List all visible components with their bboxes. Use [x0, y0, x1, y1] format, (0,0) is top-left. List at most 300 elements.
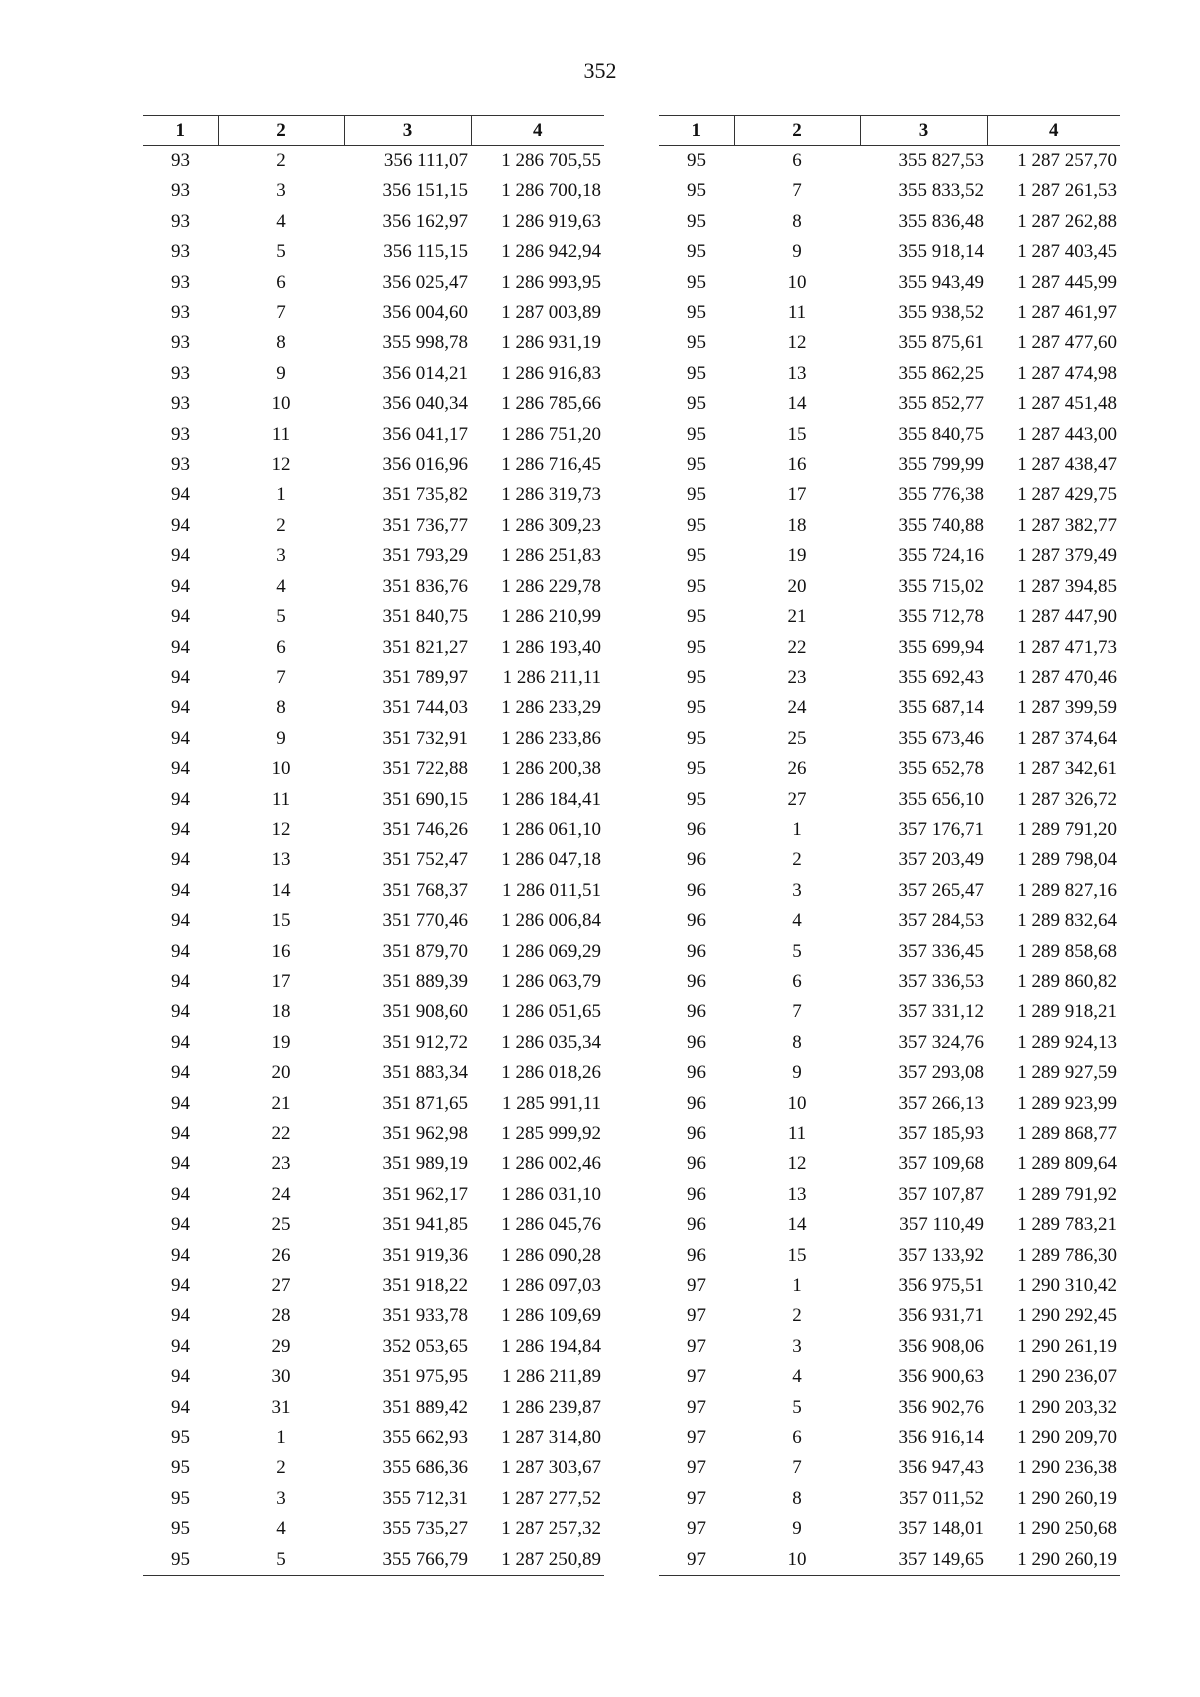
- table-row: [143, 693, 604, 723]
- table-cell-col-4: 1 286 705,55: [501, 150, 601, 171]
- table-cell-col-3: 351 908,60: [382, 1001, 468, 1023]
- table-cell-col-2: 26: [787, 758, 807, 780]
- table-cell-col-3: 355 686,36: [382, 1457, 468, 1479]
- table-cell-col-2: 20: [271, 1062, 291, 1084]
- table-row: [143, 1453, 604, 1483]
- table-row: [143, 450, 604, 480]
- table-cell-col-1: 96: [687, 818, 706, 840]
- table-cell-col-1: 95: [687, 302, 706, 324]
- table-cell-col-1: 95: [687, 575, 706, 597]
- table-cell-col-1: 94: [171, 1062, 190, 1084]
- table-cell-col-3: 356 902,76: [898, 1396, 984, 1418]
- table-cell-col-2: 27: [271, 1275, 291, 1297]
- table-cell-col-4: 1 289 868,77: [1017, 1123, 1117, 1144]
- table-cell-col-1: 93: [171, 241, 190, 263]
- table-cell-col-1: 95: [687, 697, 706, 719]
- table-cell-col-4: 1 287 447,90: [1017, 606, 1117, 628]
- table-cell-col-2: 21: [271, 1092, 291, 1114]
- table-cell-col-2: 9: [792, 241, 802, 263]
- table-cell-col-4: 1 287 438,47: [1017, 454, 1117, 476]
- table-cell-col-1: 95: [143, 1545, 218, 1576]
- table-row: [659, 207, 1120, 237]
- table-cell-col-1: 93: [171, 332, 190, 354]
- table-cell-col-2: 10: [271, 758, 291, 780]
- table-cell-col-2: 14: [787, 393, 807, 415]
- table-row: [143, 1362, 604, 1392]
- table-row: [659, 1453, 1120, 1483]
- table-cell-col-4: 1 286 233,86: [501, 727, 601, 749]
- table-cell-col-4: 1 286 031,10: [501, 1183, 601, 1205]
- table-cell-col-4: 1 290 250,68: [1017, 1518, 1117, 1540]
- table-cell-col-2: 13: [787, 362, 807, 384]
- table-row: [659, 1210, 1120, 1240]
- table-cell-col-3: 355 740,88: [898, 514, 984, 536]
- table-cell-col-4: 1 286 993,95: [501, 271, 601, 293]
- table-row: [659, 693, 1120, 723]
- table-row: [143, 328, 604, 358]
- table-cell-col-2: 9: [792, 1518, 802, 1540]
- table-row: [143, 268, 604, 298]
- table-row: [659, 146, 1120, 177]
- table-row: [143, 1058, 604, 1088]
- table-row: [143, 1089, 604, 1119]
- table-cell-col-2: 5: [276, 606, 286, 628]
- table-row: [143, 815, 604, 845]
- table-cell-col-1: 95: [687, 636, 706, 658]
- table-row: [143, 967, 604, 997]
- table-row: [143, 785, 604, 815]
- table-cell-col-1: 95: [687, 514, 706, 536]
- table-cell-col-4: 1 287 429,75: [1017, 484, 1117, 506]
- column-header-4: 4: [987, 116, 1120, 146]
- table-cell-col-3: 357 293,08: [898, 1062, 984, 1084]
- table-cell-col-1: 95: [171, 1457, 190, 1479]
- table-row: [143, 511, 604, 541]
- table-cell-col-4: 1 286 211,89: [501, 1366, 601, 1388]
- table-cell-col-4: 1 286 251,83: [501, 545, 601, 567]
- table-cell-col-1: 95: [171, 1518, 190, 1540]
- table-row: [659, 1119, 1120, 1149]
- table-cell-col-4: 1 286 069,29: [501, 940, 601, 962]
- table-cell-col-3: 355 833,52: [898, 180, 984, 202]
- table-cell-col-3: 357 203,49: [898, 849, 984, 871]
- table-cell-col-2: 2: [792, 849, 802, 871]
- table-row: [143, 1332, 604, 1362]
- table-cell-col-4: 1 290 310,42: [1017, 1275, 1117, 1297]
- table-cell-col-3: 355 918,14: [898, 241, 984, 263]
- table-cell-col-3: 357 336,53: [898, 970, 984, 992]
- table-cell-col-3: 357 324,76: [898, 1031, 984, 1053]
- table-cell-col-2: 16: [787, 454, 807, 476]
- table-row: [143, 1241, 604, 1271]
- table-row: [659, 420, 1120, 450]
- table-cell-col-1: 97: [687, 1366, 706, 1388]
- table-row: [659, 541, 1120, 571]
- table-cell-col-1: 95: [687, 210, 706, 232]
- table-row: [659, 633, 1120, 663]
- table-row: [143, 724, 604, 754]
- table-cell-col-1: 94: [171, 758, 190, 780]
- table-cell-col-4: 1 287 471,73: [1017, 636, 1117, 658]
- table-cell-col-4: 1 289 809,64: [1017, 1153, 1117, 1175]
- table-cell-col-3: 357 331,12: [898, 1001, 984, 1023]
- table-cell-col-2: 12: [271, 818, 291, 840]
- table-cell-col-1: 94: [171, 1305, 190, 1327]
- table-cell-col-3: 351 768,37: [382, 879, 468, 901]
- table-row: [143, 207, 604, 237]
- table-cell-col-3: 356 947,43: [898, 1457, 984, 1479]
- table-cell-col-2: 3: [276, 1487, 286, 1509]
- table-row: [143, 1545, 604, 1576]
- table-cell-col-1: 93: [171, 150, 190, 171]
- table-cell-col-3: 352 053,65: [382, 1335, 468, 1357]
- table-row: [659, 572, 1120, 602]
- table-cell-col-4: 1 287 342,61: [1017, 758, 1117, 780]
- table-cell-col-4: 1 286 193,40: [501, 636, 601, 658]
- table-cell-col-3: 351 789,97: [382, 666, 468, 688]
- table-cell-col-2: 4: [276, 575, 286, 597]
- table-cell-col-4: 1 286 006,84: [501, 910, 601, 932]
- table-row: [659, 754, 1120, 784]
- table-cell-col-2: 15: [787, 423, 807, 445]
- table-cell-col-4: 1 289 827,16: [1017, 879, 1117, 901]
- table-cell-col-3: 356 040,34: [382, 393, 468, 415]
- table-row: [143, 1210, 604, 1240]
- table-cell-col-4: 1 286 309,23: [501, 514, 601, 536]
- table-row: [659, 876, 1120, 906]
- table-cell-col-1: 94: [171, 1123, 190, 1144]
- table-cell-col-1: 93: [171, 393, 190, 415]
- table-row: [659, 815, 1120, 845]
- table-cell-col-3: 351 919,36: [382, 1244, 468, 1266]
- table-cell-col-2: 2: [792, 1305, 802, 1327]
- table-cell-col-2: 22: [787, 636, 807, 658]
- table-cell-col-2: 7: [276, 666, 286, 688]
- table-cell-col-1: 95: [687, 423, 706, 445]
- table-cell-col-2: 29: [271, 1335, 291, 1357]
- table-cell-col-4: 1 286 194,84: [501, 1335, 601, 1357]
- table-cell-col-1: 95: [687, 332, 706, 354]
- table-row: [659, 389, 1120, 419]
- table-row: [659, 937, 1120, 967]
- table-row: [659, 176, 1120, 206]
- table-row: [143, 420, 604, 450]
- table-cell-col-2: 7: [792, 180, 802, 202]
- table-cell-col-1: 96: [687, 1183, 706, 1205]
- table-cell-col-2: 4: [276, 210, 286, 232]
- table-cell-col-4: 1 289 918,21: [1017, 1001, 1117, 1023]
- table-cell-col-2: 15: [271, 910, 291, 932]
- column-header-4: 4: [471, 116, 604, 146]
- table-row: [659, 906, 1120, 936]
- table-cell-col-1: 94: [171, 514, 190, 536]
- table-cell-col-1: 96: [687, 1092, 706, 1114]
- table-cell-col-3: 357 284,53: [898, 910, 984, 932]
- table-cell-col-2: 13: [787, 1183, 807, 1205]
- table-row: [143, 298, 604, 328]
- table-cell-col-4: 1 287 262,88: [1017, 210, 1117, 232]
- table-cell-col-3: 357 336,45: [898, 940, 984, 962]
- table-cell-col-4: 1 286 919,63: [501, 210, 601, 232]
- table-cell-col-2: 3: [276, 180, 286, 202]
- table-cell-col-1: 95: [687, 271, 706, 293]
- table-cell-col-4: 1 286 011,51: [501, 879, 601, 901]
- table-cell-col-4: 1 287 403,45: [1017, 241, 1117, 263]
- table-cell-col-4: 1 286 700,18: [501, 180, 601, 202]
- table-row: [659, 1149, 1120, 1179]
- table-cell-col-1: 97: [687, 1518, 706, 1540]
- table-row: [659, 1058, 1120, 1088]
- table-cell-col-1: 95: [687, 454, 706, 476]
- table-row: [659, 602, 1120, 632]
- table-cell-col-1: 94: [171, 727, 190, 749]
- table-cell-col-2: 6: [792, 970, 802, 992]
- table-cell-col-1: 95: [687, 545, 706, 567]
- table-cell-col-1: 95: [687, 393, 706, 415]
- table-cell-col-4: 1 287 443,00: [1017, 423, 1117, 445]
- table-cell-col-2: 5: [792, 940, 802, 962]
- table-cell-col-3: 351 821,27: [382, 636, 468, 658]
- table-cell-col-4: 1 287 379,49: [1017, 545, 1117, 567]
- table-cell-col-3: 356 975,51: [898, 1275, 984, 1297]
- table-cell-col-1: 94: [171, 484, 190, 506]
- table-cell-col-3: 355 673,46: [898, 727, 984, 749]
- table-cell-col-1: 96: [687, 1062, 706, 1084]
- table-row: [143, 1484, 604, 1514]
- table-row: [659, 450, 1120, 480]
- table-cell-col-1: 96: [687, 910, 706, 932]
- table-cell-col-2: 21: [787, 606, 807, 628]
- table-cell-col-3: 356 908,06: [898, 1335, 984, 1357]
- table-cell-col-1: 97: [687, 1427, 706, 1449]
- table-row: [143, 1028, 604, 1058]
- table-cell-col-4: 1 286 047,18: [501, 849, 601, 871]
- table-cell-col-3: 351 883,34: [382, 1062, 468, 1084]
- table-cell-col-1: 94: [171, 606, 190, 628]
- table-cell-col-4: 1 286 090,28: [501, 1244, 601, 1266]
- table-cell-col-3: 356 016,96: [382, 454, 468, 476]
- table-cell-col-4: 1 289 858,68: [1017, 940, 1117, 962]
- table-cell-col-3: 355 715,02: [898, 575, 984, 597]
- table-cell-col-3: 357 265,47: [898, 879, 984, 901]
- table-cell-col-3: 351 793,29: [382, 545, 468, 567]
- table-cell-col-1: 94: [171, 1366, 190, 1388]
- table-cell-col-1: 94: [171, 1153, 190, 1175]
- table-row: [659, 1545, 1120, 1576]
- table-cell-col-2: 17: [787, 484, 807, 506]
- table-row: [659, 1271, 1120, 1301]
- table-cell-col-2: 1: [792, 818, 802, 840]
- table-cell-col-3: 355 692,43: [898, 666, 984, 688]
- table-cell-col-1: 95: [687, 758, 706, 780]
- table-body-right: [659, 146, 1120, 1576]
- table-cell-col-1: 94: [171, 666, 190, 688]
- table-cell-col-3: 351 912,72: [382, 1031, 468, 1053]
- table-header-row: [143, 116, 604, 146]
- table-cell-col-1: 96: [687, 849, 706, 871]
- table-cell-col-1: 96: [687, 1244, 706, 1266]
- table-cell-col-1: 95: [171, 1427, 190, 1449]
- table-cell-col-1: 95: [687, 727, 706, 749]
- table-cell-col-4: 1 290 236,38: [1017, 1457, 1117, 1479]
- table-cell-col-3: 351 918,22: [382, 1275, 468, 1297]
- table-row: [659, 1241, 1120, 1271]
- table-cell-col-3: 357 110,49: [899, 1214, 984, 1236]
- table-row: [143, 237, 604, 267]
- table-cell-col-4: 1 290 261,19: [1017, 1335, 1117, 1357]
- table-cell-col-4: 1 286 035,34: [501, 1031, 601, 1053]
- table-row: [143, 541, 604, 571]
- table-cell-col-4: 1 287 003,89: [501, 302, 601, 324]
- table-row: [143, 1393, 604, 1423]
- table-cell-col-2: 24: [787, 697, 807, 719]
- table-cell-col-2: 6: [276, 271, 286, 293]
- table-cell-col-2: 22: [271, 1123, 291, 1144]
- table-cell-col-2: 14: [787, 1214, 807, 1236]
- table-cell-col-4: 1 290 236,07: [1017, 1366, 1117, 1388]
- table-cell-col-3: 356 014,21: [382, 362, 468, 384]
- table-cell-col-1: 96: [687, 1153, 706, 1175]
- table-cell-col-4: 1 286 200,38: [501, 758, 601, 780]
- table-cell-col-4: 1 286 210,99: [501, 606, 601, 628]
- table-cell-col-2: 18: [787, 514, 807, 536]
- table-cell-col-4: 1 289 791,20: [1017, 818, 1117, 840]
- table-cell-col-2: 1: [276, 484, 286, 506]
- table-row: [659, 1514, 1120, 1544]
- table-cell-col-3: 356 115,15: [383, 241, 468, 263]
- table-cell-col-1: 94: [171, 1214, 190, 1236]
- table-cell-col-1: 95: [687, 241, 706, 263]
- table-cell-col-1: 96: [687, 970, 706, 992]
- coordinates-table-left: [143, 115, 604, 1576]
- table-cell-col-4: 1 286 942,94: [501, 241, 601, 263]
- table-cell-col-4: 1 289 791,92: [1017, 1183, 1117, 1205]
- table-cell-col-3: 355 938,52: [898, 302, 984, 324]
- table-cell-col-2: 8: [792, 1031, 802, 1053]
- table-cell-col-3: 355 687,14: [898, 697, 984, 719]
- table-row: [659, 1089, 1120, 1119]
- table-cell-col-3: 355 652,78: [898, 758, 984, 780]
- table-cell-col-3: 355 799,99: [898, 454, 984, 476]
- table-cell-col-4: 1 287 399,59: [1017, 697, 1117, 719]
- table-row: [659, 1484, 1120, 1514]
- table-row: [143, 389, 604, 419]
- table-cell-col-2: 12: [271, 454, 291, 476]
- table-cell-col-4: 1 285 991,11: [501, 1092, 601, 1114]
- table-cell-col-1: 94: [171, 636, 190, 658]
- table-cell-col-1: 94: [171, 697, 190, 719]
- table-cell-col-4: 1 286 716,45: [501, 454, 601, 476]
- table-cell-col-2: 8: [276, 697, 286, 719]
- table-cell-col-4: 1 287 303,67: [501, 1457, 601, 1479]
- table-cell-col-1: 97: [687, 1335, 706, 1357]
- table-cell-col-3: 351 746,26: [382, 818, 468, 840]
- table-cell-col-3: 356 916,14: [898, 1427, 984, 1449]
- table-cell-col-2: 27: [787, 788, 807, 810]
- table-cell-col-1: 94: [171, 788, 190, 810]
- table-row: [659, 1028, 1120, 1058]
- table-cell-col-3: 355 662,93: [382, 1427, 468, 1449]
- table-cell-col-3: 357 266,13: [898, 1092, 984, 1114]
- table-row: [143, 602, 604, 632]
- table-cell-col-4: 1 286 051,65: [501, 1001, 601, 1023]
- table-cell-col-4: 1 286 097,03: [501, 1275, 601, 1297]
- table-cell-col-4: 1 287 477,60: [1017, 332, 1117, 354]
- table-cell-col-1: 94: [171, 1396, 190, 1418]
- table-cell-col-4: 1 290 292,45: [1017, 1305, 1117, 1327]
- table-cell-col-3: 355 735,27: [382, 1518, 468, 1540]
- column-header-2: 2: [218, 116, 344, 146]
- table-row: [659, 237, 1120, 267]
- table-cell-col-3: 355 712,31: [382, 1487, 468, 1509]
- table-cell-col-3: 351 962,17: [382, 1183, 468, 1205]
- table-cell-col-3: 351 879,70: [382, 940, 468, 962]
- table-cell-col-2: 6: [792, 1427, 802, 1449]
- table-cell-col-1: 94: [171, 970, 190, 992]
- table-row: [659, 1180, 1120, 1210]
- table-cell-col-1: 97: [659, 1545, 734, 1576]
- table-cell-col-4: 1 287 445,99: [1017, 271, 1117, 293]
- table-cell-col-4: 1 286 045,76: [501, 1214, 601, 1236]
- table-cell-col-2: 26: [271, 1244, 291, 1266]
- table-row: [659, 967, 1120, 997]
- table-cell-col-1: 93: [171, 180, 190, 202]
- table-cell-col-4: 1 286 916,83: [501, 362, 601, 384]
- table-row: [143, 1180, 604, 1210]
- table-cell-col-2: 2: [276, 1457, 286, 1479]
- table-cell-col-1: 97: [687, 1396, 706, 1418]
- table-cell-col-2: 11: [787, 302, 807, 324]
- table-cell-col-2: 4: [792, 1366, 802, 1388]
- table-cell-col-2: 7: [792, 1457, 802, 1479]
- table-cell-col-3: 355 875,61: [898, 332, 984, 354]
- table-row: [143, 1271, 604, 1301]
- table-cell-col-1: 93: [171, 362, 190, 384]
- table-row: [143, 906, 604, 936]
- table-cell-col-4: 1 289 783,21: [1017, 1214, 1117, 1236]
- table-row: [143, 1149, 604, 1179]
- table-cell-col-2: 5: [218, 1545, 344, 1576]
- table-row: [659, 997, 1120, 1027]
- table-cell-col-3: 351 975,95: [382, 1366, 468, 1388]
- table-cell-col-3: 357 148,01: [898, 1518, 984, 1540]
- table-row: [659, 724, 1120, 754]
- table-cell-col-2: 12: [787, 1153, 807, 1175]
- table-cell-col-3: 351 933,78: [382, 1305, 468, 1327]
- table-row: [143, 754, 604, 784]
- table-cell-col-2: 25: [787, 727, 807, 749]
- table-cell-col-1: 94: [171, 1092, 190, 1114]
- table-cell-col-2: 5: [276, 241, 286, 263]
- table-cell-col-3: 356 900,63: [898, 1366, 984, 1388]
- table-body-left: [143, 146, 604, 1576]
- table-row: [143, 1301, 604, 1331]
- table-cell-col-3: 355 827,53: [898, 150, 984, 171]
- table-cell-col-2: 23: [271, 1153, 291, 1175]
- table-cell-col-3: 351 690,15: [382, 788, 468, 810]
- table-cell-col-2: 1: [276, 1427, 286, 1449]
- table-cell-col-3: 351 736,77: [382, 514, 468, 536]
- table-cell-col-1: 93: [171, 302, 190, 324]
- table-cell-col-4: 1 286 109,69: [501, 1305, 601, 1327]
- table-cell-col-4: 1 287 314,80: [501, 1427, 601, 1449]
- table-cell-col-1: 96: [687, 1123, 706, 1144]
- coordinates-table-right: [659, 115, 1120, 1576]
- table-cell-col-4: 1 286 063,79: [501, 970, 601, 992]
- table-cell-col-4: 1 289 798,04: [1017, 849, 1117, 871]
- table-row: [659, 1393, 1120, 1423]
- table-cell-col-1: 93: [171, 210, 190, 232]
